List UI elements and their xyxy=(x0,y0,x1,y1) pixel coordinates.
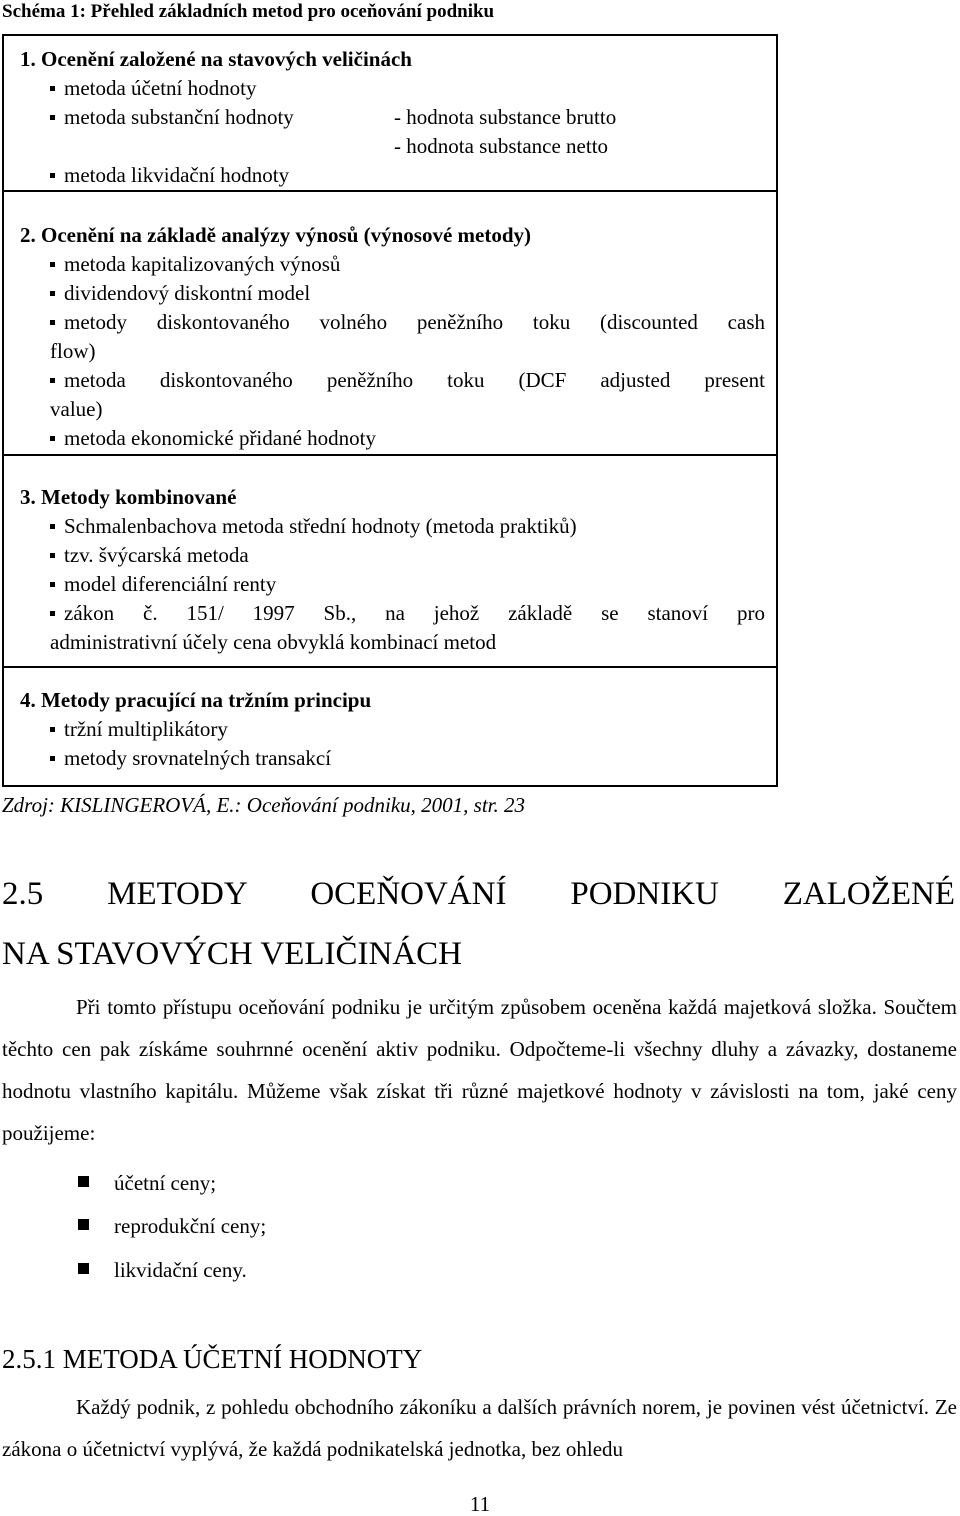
section-2-item-continuation: flow) xyxy=(50,339,96,363)
section-3-item: Schmalenbachova metoda střední hodnoty (metoda praktiků) xyxy=(50,513,577,539)
price-list-item-text: účetní ceny; xyxy=(114,1171,217,1195)
section-4-item: metody srovnatelných transakcí xyxy=(50,745,331,771)
section-2-item-continuation: value) xyxy=(50,397,103,421)
section-3-item-continuation: administrativní účely cena obvyklá kombinací metod xyxy=(50,630,497,654)
section-heading-2-5: 2.5 METODY OCEŇOVÁNÍ PODNIKU ZALOŽENÉ xyxy=(2,876,955,912)
section-3-item: model diferenciální renty xyxy=(50,571,276,597)
section-divider xyxy=(4,666,776,668)
section-4-item: tržní multiplikátory xyxy=(50,716,228,742)
price-list-item-text: likvidační ceny. xyxy=(114,1258,247,1282)
page-number: 11 xyxy=(469,1492,491,1516)
section-4-heading: 4. Metody pracující na tržním principu xyxy=(20,688,372,712)
section-divider xyxy=(4,454,776,456)
section-1-heading: 1. Ocenění založené na stavových veličinách xyxy=(20,47,412,71)
price-list-item xyxy=(78,1213,266,1239)
section-2-item: metoda ekonomické přidané hodnoty xyxy=(50,425,376,451)
scheme-source: Zdroj: KISLINGEROVÁ, E.: Oceňování podniku, 2001, str. 23 xyxy=(2,793,526,817)
scheme-box xyxy=(2,34,778,787)
section-1-item: metoda substanční hodnoty xyxy=(50,104,294,130)
price-list-item xyxy=(78,1257,247,1283)
section-2-item: metody diskontovaného volného peněžního toku (discounted cash xyxy=(50,309,765,335)
section-3-item: zákon č. 151/ 1997 Sb., na jehož základě se stanoví pro xyxy=(50,600,765,626)
section-divider xyxy=(4,190,776,192)
paragraph-intro: Při tomto přístupu oceňování podniku je určitým způsobem oceněna každá majetková složka. Součtem těchto cen pak získáme souhrnné ocenění aktiv podniku. Odpočteme-li všechny dluhy a závazky, dostaneme hodnotu vlastního kapitálu. Můžeme však získat tři různé majetkové hodnoty v závislosti na tom, jaké ceny použijeme: xyxy=(2,995,957,1145)
scheme-caption: Schéma 1: Přehled základních metod pro oceňování podniku xyxy=(2,1,495,22)
section-3-item: tzv. švýcarská metoda xyxy=(50,542,249,568)
section-heading-2-5-1: 2.5.1 METODA ÚČETNÍ HODNOTY xyxy=(2,1344,423,1374)
section-2-item: dividendový diskontní model xyxy=(50,280,310,306)
paragraph-accounting: Každý podnik, z pohledu obchodního zákoníku a dalších právních norem, je povinen vést účetnictví. Ze zákona o účetnictví vyplývá, že každá podnikatelská jednotka, bez ohledu xyxy=(2,1395,957,1461)
price-list-item xyxy=(78,1170,216,1196)
section-1-item: metoda účetní hodnoty xyxy=(50,75,256,101)
price-list-item-text: reprodukční ceny; xyxy=(114,1214,267,1238)
section-1-item: metoda likvidační hodnoty xyxy=(50,162,289,188)
section-heading-2-5-continued: NA STAVOVÝCH VELIČINÁCH xyxy=(2,936,463,972)
section-1-subitem: - hodnota substance netto xyxy=(394,134,609,158)
section-2-item: metoda kapitalizovaných výnosů xyxy=(50,251,340,277)
section-3-heading: 3. Metody kombinované xyxy=(20,485,237,509)
section-2-heading: 2. Ocenění na základě analýzy výnosů (výnosové metody) xyxy=(20,223,532,247)
section-1-subitem: - hodnota substance brutto xyxy=(394,105,617,129)
section-2-item: metoda diskontovaného peněžního toku (DCF adjusted present xyxy=(50,367,765,393)
